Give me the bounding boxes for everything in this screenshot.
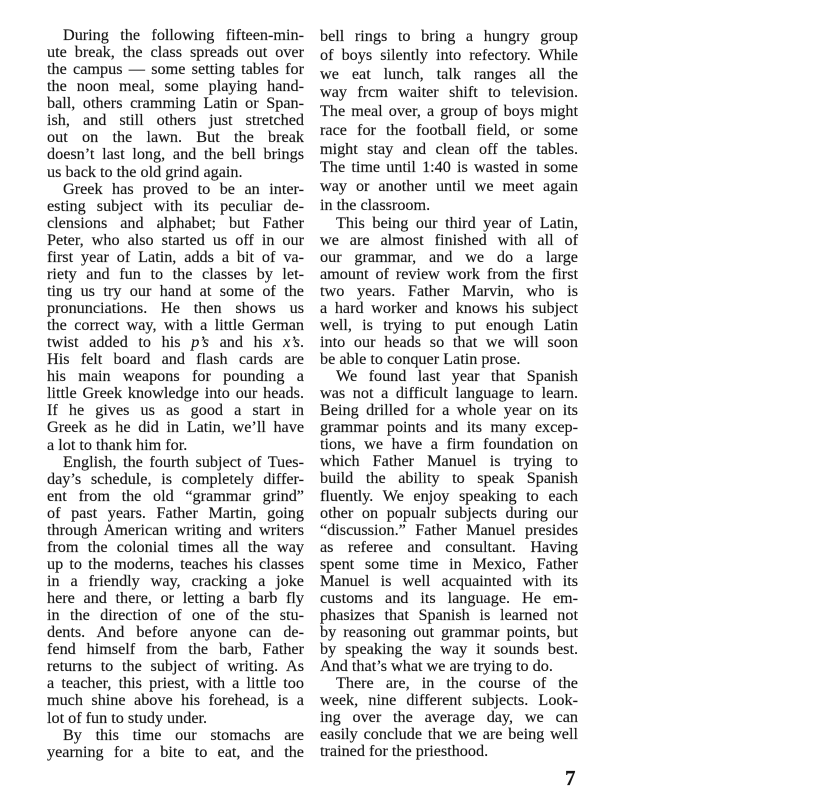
text-line: might stay and clean off the tables. [320,139,578,158]
text-line: By this time our stomachs are [63,725,304,744]
text-line: Manuel is well acquainted with its [320,571,578,590]
text-line: we eat lunch, talk ranges all the [320,64,578,83]
paragraph [47,454,304,727]
text-line: much shine above his forehead, is a [47,691,304,710]
text-line: into our heads so that we will soon [320,332,578,351]
text-line: His felt board and flash cards are [47,350,304,369]
text-line: week, nine different subjects. Look- [320,691,578,710]
text-line: by reasoning out grammar points, but [320,623,578,641]
text-line: first year of Latin, adds a bit of va- [47,247,304,266]
text-line: riety and fun to the classes by let- [47,264,304,283]
text-line: day’s schedule, is completely differ- [47,469,304,488]
text-line: fend himself from the barb, Father [47,640,304,659]
text-line: We found last year that Spanish [336,367,578,386]
text-column-right [320,27,578,761]
text-line: of past years. Father Martin, going [47,503,304,522]
text-line: The time until 1:40 is wasted in some [320,158,578,177]
text-line: easily conclude that we are being well [320,725,578,744]
text-line: spent some time in Mexico, Father [320,554,578,573]
text-line: build the ability to speak Spanish [320,469,578,488]
paragraph [47,727,304,761]
text-line: During the following fifteen-min- [63,26,304,44]
paragraph [320,675,578,760]
paragraph [47,181,304,454]
text-line: way frcm waiter shift to television. [320,83,578,102]
paragraph [320,27,578,215]
text-line: ball, others cramming Latin or Span- [47,94,304,113]
paragraph [320,368,578,675]
text-line: Greek as he did in Latin, we’ll have [47,418,304,437]
text-line: customs and its language. He em- [320,588,578,607]
text-line: we are almost finished with all of [320,230,578,249]
text-span: . [299,333,304,352]
text-line: tions, we have a firm foundation on [320,435,578,454]
text-line: well, is trying to put enough Latin [320,315,578,334]
paragraph [47,27,304,181]
text-line: clensions and alphabet; but Father [47,213,304,232]
text-line: the campus — some setting tables for [47,60,304,79]
text-line: bell rings to bring a hungry group [320,27,578,45]
text-line [47,334,304,351]
text-line: Peter, who also started us off in our [47,230,304,249]
text-line: of boys silently into refectory. While [320,45,578,64]
paragraph [320,215,578,369]
text-line: out on the lawn. But the break [47,128,304,147]
text-line: Greek has proved to be an inter- [63,179,304,198]
text-line: dents. And before anyone can de- [47,623,304,642]
text-line: ish, and still others just stretched [47,111,304,130]
text-line: his main weapons for pounding a [47,367,304,386]
text-line: trained for the priesthood. [320,742,489,761]
text-line: in the direction of one of the stu- [47,606,304,625]
text-line: grammar points and its many excep- [320,418,578,437]
text-line: a teacher, this priest, with a little too [47,674,304,693]
text-line: ute break, the class spreads out over [47,43,304,62]
text-span: twist added to his [47,333,192,352]
text-line: English, the fourth subject of Tues- [63,452,304,471]
text-line: a hard worker and knows his subject [320,298,578,317]
text-line: phasizes that Spanish is learned not [320,605,578,624]
text-line: If he gives us as good a start in [47,401,304,420]
text-line: fluently. We enjoy speaking to each [320,486,578,505]
text-line: the correct way, with a little German [47,316,304,335]
text-line: ent from the old “grammar grind” [47,486,304,505]
text-line: Being drilled for a whole year on its [320,401,578,420]
text-line: ting us try our hand at some of the [47,281,304,300]
text-line: a lot to thank him for. [47,435,188,454]
text-line: from the colonial times all the way [47,537,304,556]
text-line: ing over the average day, we can [320,708,578,727]
text-line: be able to conquer Latin prose. [320,350,521,368]
text-line: way or another until we meet again [320,177,578,195]
text-line: This being our third year of Latin, [336,213,578,232]
page-number: 7 [565,766,576,790]
text-line: doesn’t last long, and the bell brings [47,145,304,164]
text-line: the noon meal, some playing hand- [47,77,304,96]
text-span: and his [208,333,284,352]
text-line: There are, in the course of the [336,674,578,693]
text-line: through American writing and writers [47,520,304,539]
text-line: returns to the subject of writing. As [47,657,304,676]
text-line: our grammar, and we do a large [320,247,578,266]
text-line: two years. Father Marvin, who is [320,281,578,300]
text-line: amount of review work from the first [320,264,578,283]
text-line: “discussion.” Father Manuel presides [320,520,578,539]
text-line: which Father Manuel is trying to [320,452,578,471]
italic-text: x’s [283,333,300,352]
text-line: race for the football field, or some [320,120,578,139]
text-column-left [47,27,304,761]
text-line: as referee and consultant. Having [320,537,578,556]
text-line: little Greek knowledge into our heads. [47,384,304,403]
text-line: us back to the old grind again. [47,162,243,181]
text-line: here and there, or letting a barb fly [47,589,304,608]
text-line: And that’s what we are trying to do. [320,657,553,676]
text-line: esting subject with its peculiar de- [47,196,304,215]
text-line: in a friendly way, cracking a joke [47,572,304,590]
text-line: The meal over, a group of boys might [320,102,578,120]
text-line: by speaking the way it sounds best. [320,640,578,659]
text-line: other on popualr subjects during our [320,503,578,522]
text-line: up to the moderns, teaches his classes [47,554,304,573]
italic-text: p’s [191,333,209,352]
text-line: was not a difficult language to learn. [320,384,578,403]
text-line: lot of fun to study under. [47,708,208,727]
text-line: yearning for a bite to eat, and the [47,742,304,761]
text-line: in the classroom. [320,195,431,214]
text-line: pronunciations. He then shows us [47,299,304,317]
